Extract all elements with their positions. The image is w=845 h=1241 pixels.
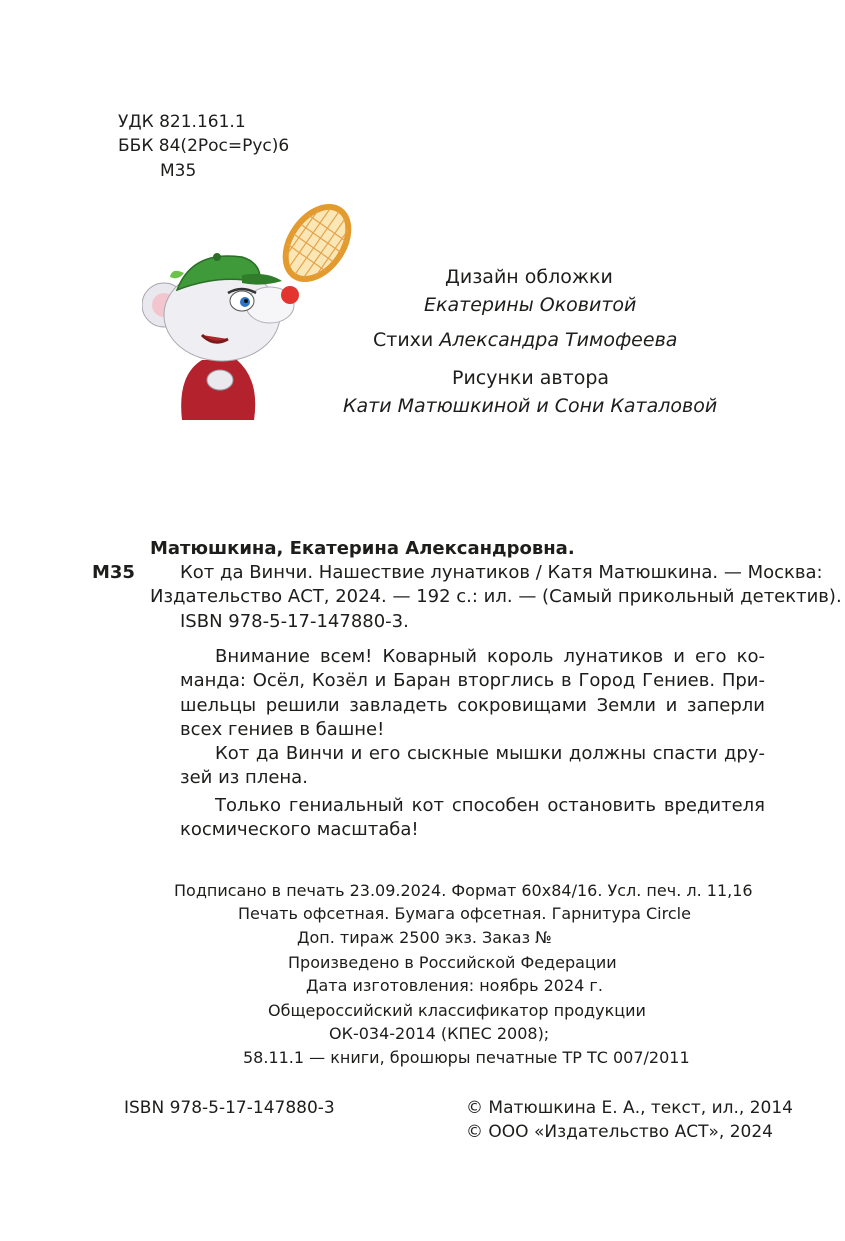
annotation-line: зей из плена. — [180, 767, 308, 788]
illustrations-label: Рисунки автора — [452, 367, 610, 389]
annotation-line: Только гениальный кот способен остановить вредителя — [215, 795, 765, 816]
annotation-line: Внимание всем! Коварный король лунатиков и его ко- — [215, 646, 765, 667]
copyright-text: © Матюшкина Е. А., текст, ил., 2014 — [466, 1098, 793, 1118]
illustrators-names: Кати Матюшкиной и Сони Каталовой — [343, 395, 718, 417]
annotation-line: Кот да Винчи и его сыскные мышки должны спасти дру- — [215, 743, 765, 764]
annotation-line: всех гениев в башне! — [180, 719, 385, 740]
bibliographic-isbn: ISBN 978-5-17-147880-3. — [180, 611, 409, 632]
poems-label: Стихи — [373, 329, 434, 351]
annotation-line: шельцы решили завладеть сокровищами Земли и заперли — [180, 695, 765, 716]
udk-code: УДК 821.161.1 — [118, 112, 246, 132]
imprint-line: Произведено в Российской Федерации — [288, 953, 617, 972]
cover-design-label: Дизайн обложки — [445, 266, 613, 288]
footer-isbn: ISBN 978-5-17-147880-3 — [124, 1098, 335, 1118]
poems-credit — [373, 327, 677, 353]
annotation-line: космического масштаба! — [180, 819, 419, 840]
imprint-line: Общероссийский классификатор продукции — [268, 1001, 646, 1020]
imprint-line: Подписано в печать 23.09.2024. Формат 60x84/16. Усл. печ. л. 11,16 — [174, 881, 753, 900]
imprint-line: Печать офсетная. Бумага офсетная. Гарнитура Circle — [238, 904, 691, 923]
imprint-line: Дата изготовления: ноябрь 2024 г. — [306, 976, 603, 995]
poems-author-name: Александра Тимофеева — [439, 329, 678, 351]
cover-designer-name: Екатерины Оковитой — [424, 294, 637, 316]
bibliographic-sign: М35 — [92, 562, 135, 583]
annotation-line: манда: Осёл, Козёл и Баран вторглись в Город Гениев. При- — [180, 670, 765, 691]
mouse-with-racket-icon — [142, 195, 367, 425]
author-heading: Матюшкина, Екатерина Александровна. — [150, 538, 575, 559]
author-sign: М35 — [160, 161, 197, 181]
copyright-publisher: © ООО «Издательство АСТ», 2024 — [466, 1122, 773, 1142]
bibliographic-line-2: Издательство АСТ, 2024. — 192 с.: ил. — (Самый прикольный детектив). — [150, 586, 842, 607]
bibliographic-line-1: Кот да Винчи. Нашествие лунатиков / Катя Матюшкина. — Москва: — [180, 562, 823, 583]
imprint-line: ОК-034-2014 (КПЕС 2008); — [329, 1024, 550, 1043]
imprint-line: Доп. тираж 2500 экз. Заказ № — [297, 928, 552, 947]
bbk-code: ББК 84(2Рос=Рус)6 — [118, 136, 290, 156]
imprint-line: 58.11.1 — книги, брошюры печатные ТР ТС 007/2011 — [243, 1048, 690, 1067]
